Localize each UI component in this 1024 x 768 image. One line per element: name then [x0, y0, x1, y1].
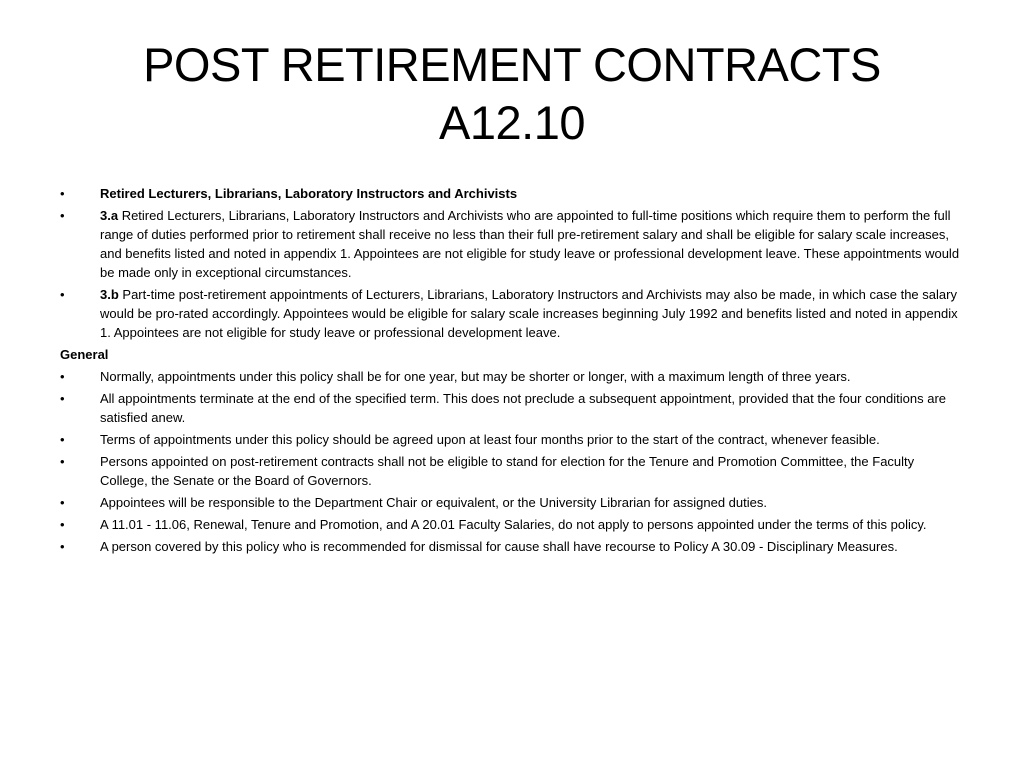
- list-item-text: Appointees will be responsible to the Department Chair or equivalent, or the University Librarian for assigned duties.: [100, 495, 767, 510]
- item-label-3a: 3.a: [100, 208, 119, 223]
- slide-title-line-2: A12.10: [439, 96, 585, 149]
- list-item-text: Persons appointed on post-retirement contracts shall not be eligible to stand for election for the Tenure and Promotion Committee, the Faculty College, the Senate or the Board of Governors.: [100, 454, 915, 488]
- list-item: [60, 493, 965, 512]
- bullet-icon: •: [60, 517, 65, 532]
- list-item-3b: [60, 285, 965, 342]
- bullet-icon: •: [60, 391, 65, 406]
- list-item: [60, 537, 965, 556]
- bullet-icon: •: [60, 287, 65, 302]
- general-heading: General: [60, 347, 109, 362]
- list-item-text: A person covered by this policy who is recommended for dismissal for cause shall have recourse to Policy A 30.09 - Disciplinary Measures.: [100, 539, 898, 554]
- bullet-icon: •: [60, 186, 65, 201]
- list-item-3a: [60, 206, 965, 282]
- list-item-text: Terms of appointments under this policy should be agreed upon at least four months prior to the start of the contract, whenever feasible.: [100, 432, 880, 447]
- bullet-icon: •: [60, 432, 65, 447]
- slide-title-line-1: POST RETIREMENT CONTRACTS: [143, 38, 881, 91]
- list-item: [60, 367, 965, 386]
- item-text-3a: Retired Lecturers, Librarians, Laboratory Instructors and Archivists who are appointed to full-time positions which require them to perform the full range of duties performed prior to retirement shall receive no less than their full pre-retirement salary and shall be eligible for salary scale increases, and benefits listed and noted in appendix 1. Appointees are not eligible for study leave or professional development leave. These appointments would be made only in exceptional circumstances.: [100, 208, 960, 280]
- list-item-text: Normally, appointments under this policy shall be for one year, but may be shorter or longer, with a maximum length of three years.: [100, 369, 851, 384]
- list-item: [60, 389, 965, 427]
- bullet-icon: •: [60, 369, 65, 384]
- list-item: [60, 515, 965, 534]
- list-item-section-heading: [60, 184, 965, 203]
- item-label-3b: 3.b: [100, 287, 119, 302]
- bullet-icon: •: [60, 454, 65, 469]
- bullet-icon: •: [60, 208, 65, 223]
- list-item-text: A 11.01 - 11.06, Renewal, Tenure and Promotion, and A 20.01 Faculty Salaries, do not apply to persons appointed under the terms of this policy.: [100, 517, 927, 532]
- slide-body: [60, 184, 965, 559]
- list-item-text: All appointments terminate at the end of the specified term. This does not preclude a subsequent appointment, provided that the four conditions are satisfied anew.: [100, 391, 947, 425]
- list-item: [60, 452, 965, 490]
- item-text-3b: Part-time post-retirement appointments of Lecturers, Librarians, Laboratory Instructors and Archivists may also be made, in which case the salary would be pro-rated accordingly. Appointees would be eligible for salary scale increases beginning July 1992 and benefits listed and noted in appendix 1. Appointees are not eligible for study leave or professional development leave.: [100, 287, 958, 340]
- section-heading: Retired Lecturers, Librarians, Laboratory Instructors and Archivists: [100, 186, 518, 201]
- bullet-icon: •: [60, 539, 65, 554]
- bullet-icon: •: [60, 495, 65, 510]
- slide-title: [0, 36, 1024, 152]
- list-item: [60, 430, 965, 449]
